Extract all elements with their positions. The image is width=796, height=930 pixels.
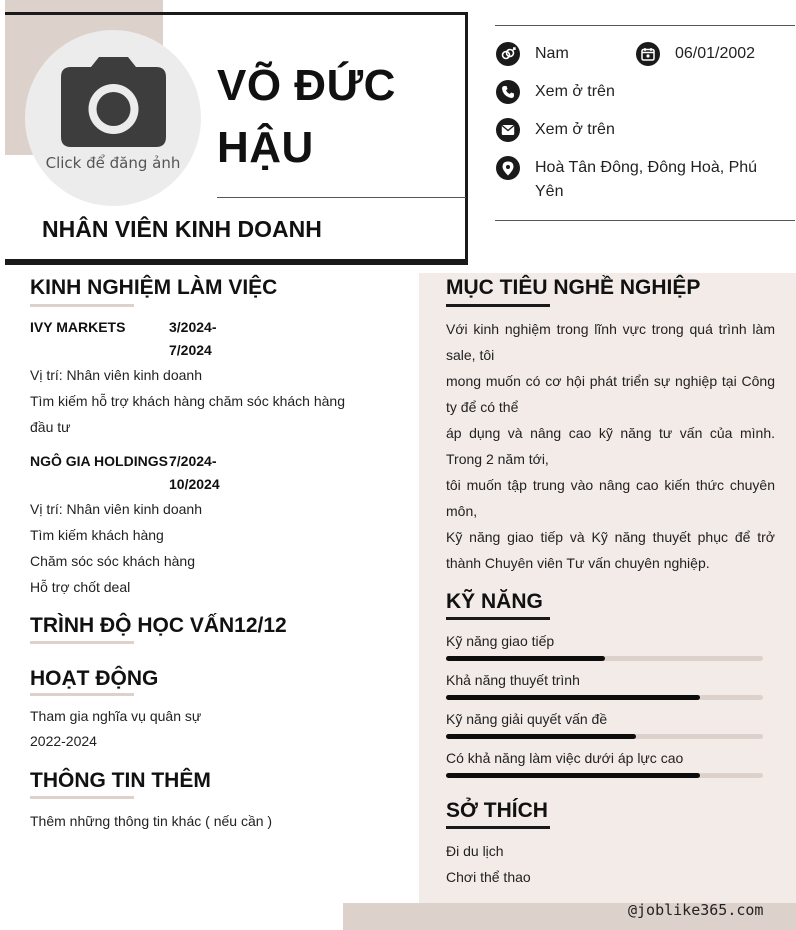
job-2-line: Vị trí: Nhân viên kinh doanh (30, 501, 202, 517)
hobby-item: Đi du lịch (446, 843, 504, 859)
job-1-details (30, 362, 360, 440)
objective-title-underline (446, 304, 550, 307)
skills-title-underline (446, 617, 550, 620)
email-value: Xem ở trên (535, 121, 615, 138)
skill-label: Khả năng thuyết trình (446, 672, 580, 688)
skill-bar-track (446, 734, 763, 739)
extra-info-title: THÔNG TIN THÊM (30, 769, 211, 792)
job-2-dates (169, 450, 220, 496)
phone-value: Xem ở trên (535, 83, 615, 100)
hobbies-details (446, 838, 531, 890)
job-1-line: Tìm kiếm hỗ trợ khách hàng chăm sóc khách hàng (30, 393, 345, 409)
camera-icon (61, 57, 166, 147)
objective-line: áp dụng và nâng cao kỹ năng tư vấn của mình. Trong 2 năm tới, (446, 425, 775, 467)
activities-line: 2022-2024 (30, 733, 97, 749)
job-title: NHÂN VIÊN KINH DOANH (42, 216, 322, 242)
skill-item (446, 672, 763, 700)
experience-title-underline (30, 304, 134, 307)
skills-title: KỸ NĂNG (446, 590, 543, 613)
location-icon (496, 156, 520, 180)
job-1-date-end: 7/2024 (169, 342, 212, 358)
objective-line: tôi muốn tập trung vào nâng cao kiến thức chuyên môn, (446, 477, 775, 519)
job-2-line: Chăm sóc sóc khách hàng (30, 553, 195, 569)
address-line-1: Hoà Tân Đông, Đông Hoà, Phú (535, 159, 758, 176)
phone-icon (496, 80, 520, 104)
activities-title: HOẠT ĐỘNG (30, 667, 159, 690)
name-divider (217, 197, 466, 198)
skill-bar-fill (446, 695, 700, 700)
skill-bar-track (446, 695, 763, 700)
footer-website-handle: @joblike365.com (628, 901, 764, 919)
activities-line: Tham gia nghĩa vụ quân sự (30, 708, 202, 724)
skill-item (446, 750, 763, 778)
skill-item (446, 633, 763, 661)
gender-value: Nam (535, 45, 569, 62)
gender-icon (496, 42, 520, 66)
job-1-company: IVY MARKETS (30, 319, 126, 335)
education-title-underline (30, 641, 134, 644)
skill-bar-track (446, 773, 763, 778)
header-frame-bottom (5, 259, 468, 262)
job-1-dates (169, 316, 216, 362)
skill-bar-track (446, 656, 763, 661)
objective-line: mong muốn có cơ hội phát triển sự nghiệp tại Công ty để có thể (446, 373, 775, 415)
address-line-2: Yên (535, 183, 564, 200)
objective-line: Với kinh nghiệm trong lĩnh vực trong quá trình làm sale, tôi (446, 321, 775, 363)
info-bottom-divider (495, 220, 795, 221)
skill-label: Kỹ năng giao tiếp (446, 633, 555, 649)
job-1-line: Vị trí: Nhân viên kinh doanh (30, 367, 202, 383)
address-value (535, 156, 775, 204)
extra-info-title-underline (30, 796, 134, 799)
info-top-divider (495, 25, 795, 26)
job-2-line: Hỗ trợ chốt deal (30, 579, 131, 595)
objective-title: MỤC TIÊU NGHỀ NGHIỆP (446, 276, 701, 299)
job-2-date-end: 10/2024 (169, 476, 220, 492)
skill-bar-fill (446, 773, 700, 778)
objective-line: Kỹ năng giao tiếp và Kỹ năng thuyết phục để trở thành Chuyên viên Tư vấn chuyên nghiệp. (446, 529, 775, 571)
job-1-line: đầu tư (30, 419, 71, 435)
job-1-date-start: 3/2024- (169, 319, 217, 335)
hobbies-title: SỞ THÍCH (446, 799, 548, 822)
photo-caption: Click để đăng ảnh (45, 154, 181, 172)
job-2-details (30, 496, 360, 600)
name-line-1: VÕ ĐỨC (217, 61, 396, 110)
job-2-date-start: 7/2024- (169, 453, 217, 469)
skill-label: Kỹ năng giải quyết vấn đề (446, 711, 608, 727)
skill-label: Có khả năng làm việc dưới áp lực cao (446, 750, 684, 766)
hobby-item: Chơi thể thao (446, 869, 531, 885)
activities-details (30, 704, 201, 754)
experience-title: KINH NGHIỆM LÀM VIỆC (30, 276, 278, 299)
skill-bar-fill (446, 656, 605, 661)
job-2-company: NGÔ GIA HOLDINGS (30, 453, 168, 469)
birthdate-value: 06/01/2002 (675, 45, 756, 62)
full-name (217, 55, 457, 179)
activities-title-underline (30, 693, 134, 696)
name-line-2: HẬU (217, 123, 314, 172)
education-title: TRÌNH ĐỘ HỌC VẤN12/12 (30, 614, 287, 637)
extra-info-text: Thêm những thông tin khác ( nếu cần ) (30, 813, 273, 829)
skill-item (446, 711, 763, 739)
skill-bar-fill (446, 734, 636, 739)
objective-text (446, 316, 775, 576)
calendar-icon (636, 42, 660, 66)
hobbies-title-underline (446, 826, 550, 829)
email-icon (496, 118, 520, 142)
job-2-line: Tìm kiếm khách hàng (30, 527, 164, 543)
